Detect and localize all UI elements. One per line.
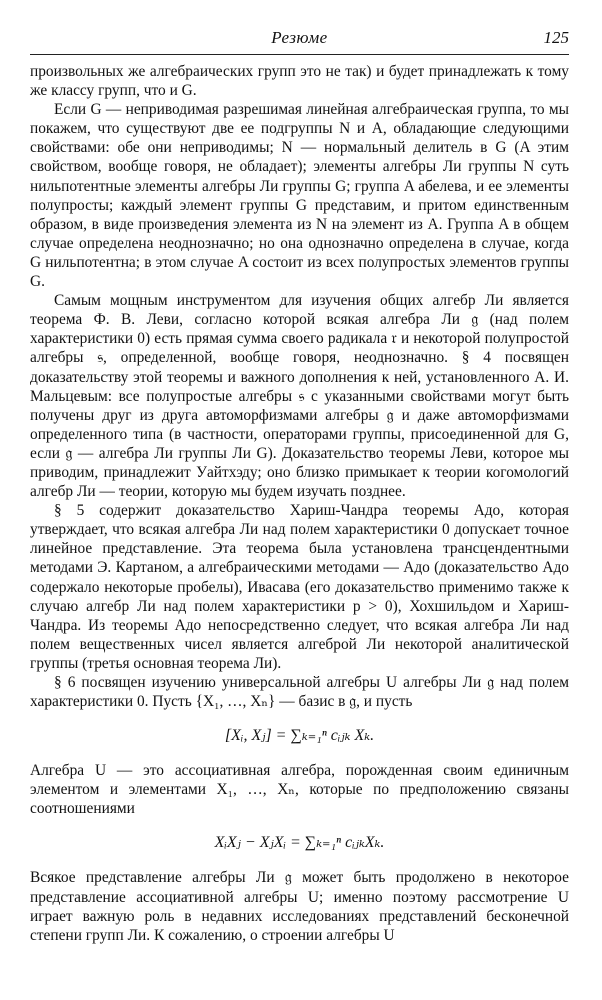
page-header [30, 28, 569, 54]
formula-commutator: [Xᵢ, Xⱼ] = ∑ₖ₌₁ⁿ cᵢⱼₖ Xₖ. [224, 727, 375, 745]
paragraph: § 5 содержит доказательство Хариш-Чандра теоремы Адо, которая утверждает, что всякая алгебра Ли над полем характеристики 0 допускает точное линейное представление. Эта теорема была установлена трансцендентными методами Э. Картаном, а алгебраическими методами — Адо (доказательство Адо содержало некоторые пробелы), Ивасава (его доказательство применимо также к случаю алгебр Ли над полем характеристики p > 0), Хохшильдом и Хариш-Чандра. Из теоремы Адо непосредственно следует, что всякая алгебра Ли над полем вещественных чисел является алгеброй Ли некоторой аналитической группы (третья основная теорема Ли). [30, 502, 569, 672]
paragraph: Всякое представление алгебры Ли 𝔤 может быть продолжено в некоторое представление ассоциативной алгебры U; именно поэтому рассмотрение U играет важную роль в недавних исследованиях представлений бесконечной степени групп Ли. К сожалению, о строении алгебры U [30, 869, 569, 944]
page-number: 125 [543, 28, 569, 47]
paragraph: § 6 посвящен изучению универсальной алгебры U алгебры Ли 𝔤 над полем характеристики 0. Пусть {X₁, …, Xₙ} — базис в 𝔤, и пусть [30, 674, 569, 711]
paragraph: произвольных же алгебраических групп это не так) и будет принадлежать к тому же классу групп, что и G. [30, 63, 569, 100]
formula-relations: XᵢXⱼ − XⱼXᵢ = ∑ₖ₌₁ⁿ cᵢⱼₖXₖ. [214, 834, 385, 852]
paragraph: Алгебра U — это ассоциативная алгебра, порожденная своим единичным элементом и элементами X₁, …, Xₙ, которые по предположению связаны соотношениями [30, 762, 569, 818]
paragraph: Самым мощным инструментом для изучения общих алгебр Ли является теорема Ф. В. Леви, согласно которой всякая алгебра Ли 𝔤 (над полем характеристики 0) есть прямая сумма своего радикала 𝔯 и некоторой полупростой алгебры 𝔰, определенной, вообще говоря, неоднозначно. § 4 посвящен доказательству этой теоремы и важного дополнения к ней, установленного А. И. Мальцевым: все полупростые алгебры 𝔰 с указанными свойствами могут быть получены друг из друга автоморфизмами алгебры 𝔤 и даже автоморфизмами определенного типа (в частности, операторами группы, присоединенной для G, если 𝔤 — алгебра Ли группы Ли G). Доказательство теоремы Леви, которое мы приводим, принадлежит Уайтхэду; оно близко примыкает к теории когомологий алгебр Ли — теории, которую мы будем изучать позднее. [30, 292, 569, 501]
header-rule [30, 54, 569, 55]
paragraph: Если G — неприводимая разрешимая линейная алгебраическая группа, то мы покажем, что существуют две ее подгруппы N и A, обладающие следующими свойствами: обе они неприводимы; N — нормальный делитель в G (A этим свойством, вообще говоря, не обладает); элементы алгебры Ли группы N суть нильпотентные элементы алгебры Ли группы G; группа A абелева, и ее элементы полупросты; каждый элемент группы G представим, и притом единственным образом, в виде произведения элемента из N на элемент из A. Группа A в общем случае определена неоднозначно; но она однозначно определена в случае, когда G нильпотентна; в этом случае A состоит из всех полупростых элементов группы G. [30, 101, 569, 291]
page-body [30, 62, 569, 945]
running-title: Резюме [271, 28, 328, 47]
